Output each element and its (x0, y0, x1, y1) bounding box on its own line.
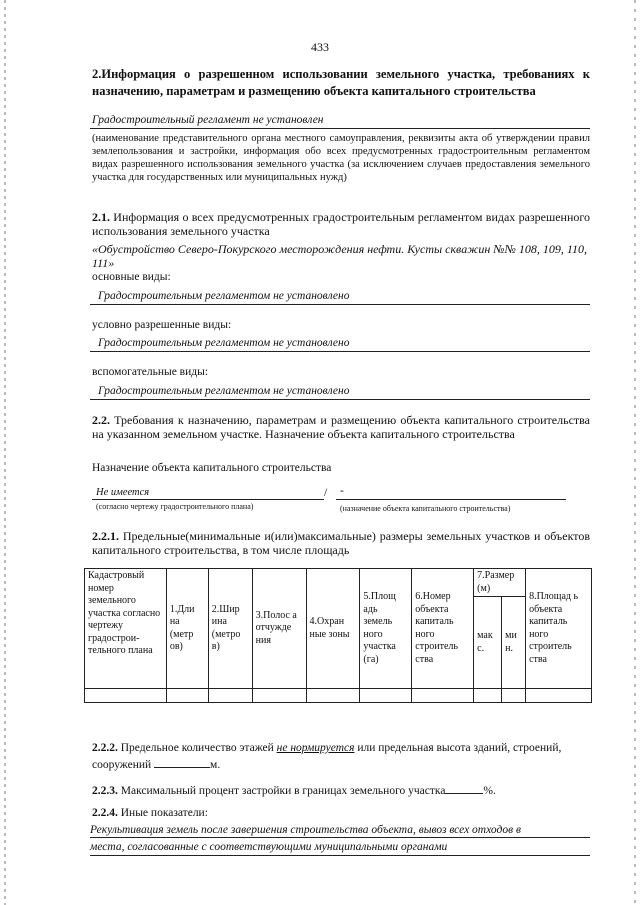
dimensions-table (84, 568, 592, 703)
table-cell (85, 689, 167, 703)
main-types-label: основные виды: (92, 271, 171, 283)
main-types-value: Градостроительным регламентом не установлено (98, 290, 350, 302)
height-unit: м. (210, 759, 221, 771)
purpose-right-caption: (назначение объекта капитального строительства) (340, 504, 511, 513)
col-alienation-strip: 3.Полос а отчужде ния (252, 569, 306, 689)
height-label: или предельная высота зданий, строений, сооружений (92, 742, 562, 771)
page-number: 433 (311, 40, 329, 54)
purpose-drawing-value: Не имеется (96, 487, 150, 498)
purpose-slash: / (324, 487, 328, 499)
other-indicators-underline-1 (90, 837, 590, 838)
conditional-types-underline (90, 351, 590, 352)
section-2-1-number: 2.1. (92, 210, 110, 224)
other-indicators-label: Иные показатели: (120, 807, 208, 819)
col-length: 1.Дли на (метр ов) (166, 569, 208, 689)
coverage-unit: %. (483, 785, 496, 797)
regulation-underline (90, 128, 590, 129)
col-size-min: ми н. (502, 597, 526, 689)
section-2-2-1 (92, 529, 590, 557)
table-row (85, 689, 592, 703)
table-cell (252, 689, 306, 703)
scan-edge-left (4, 0, 6, 905)
col-object-area: 8.Площад ь объекта капиталь ного строитель ства (526, 569, 592, 689)
main-types-underline (90, 304, 590, 305)
purpose-right-underline (336, 499, 566, 500)
table-cell (306, 689, 360, 703)
coverage-label: Максимальный процент застройки в границах земельного участка (120, 785, 446, 797)
table-cell (166, 689, 208, 703)
auxiliary-types-label: вспомогательные виды: (92, 366, 209, 378)
col-width: 2.Шир ина (метро в) (208, 569, 252, 689)
table-cell (360, 689, 412, 703)
section-2-1 (92, 210, 590, 238)
section-2-2-3 (92, 782, 496, 799)
floors-value: не нормируется (276, 742, 355, 754)
conditional-types-label: условно разрешенные виды: (92, 319, 232, 331)
purpose-left-underline (92, 499, 324, 500)
section-2-1-text: Информация о всех предусмотренных градостроительным регламентом видах разрешенного использования земельного участка (92, 210, 590, 238)
table-cell (412, 689, 474, 703)
coverage-blank (445, 782, 483, 794)
regulation-caption: (наименование представительного органа местного самоуправления, реквизиты акта об утверждении правил землепользования и застройки, информация обо всех предусмотренных градостроительным регламентом видах разрешенного использования земельного участка (за исключением случаев предоставления земельного участка для государственных или муниципальных нужд) (92, 133, 590, 183)
section-2-2-1-number: 2.2.1. (92, 529, 119, 543)
other-indicators-line-2: места, согласованные с соответствующими муниципальными органами (90, 841, 448, 853)
table-cell (208, 689, 252, 703)
section-2-2 (92, 413, 590, 441)
section-2-2-2 (92, 741, 590, 773)
height-blank (154, 756, 210, 768)
floors-label: Предельное количество этажей (120, 742, 274, 754)
section-2-2-2-number: 2.2.2. (92, 742, 118, 754)
table-cell (474, 689, 502, 703)
table-cell (526, 689, 592, 703)
section-2-2-number: 2.2. (92, 413, 110, 427)
other-indicators-underline-2 (90, 855, 590, 856)
col-object-number: 6.Номер объекта капиталь ного строитель ства (412, 569, 474, 689)
col-plot-area: 5.Площ адь земель ного участка (га) (360, 569, 412, 689)
section-2-2-1-text: Предельные(минимальные и(или)максимальные) размеры земельных участков и объектов капитального строительства, в том числе площадь (92, 529, 590, 557)
section-2-2-3-number: 2.2.3. (92, 785, 118, 797)
purpose-left-caption: (согласно чертежу градостроительного плана) (96, 502, 254, 511)
regulation-value: Градостроительный регламент не установлен (92, 114, 324, 126)
scan-edge-right (634, 0, 636, 905)
col-protected-zones: 4.Охран ные зоны (306, 569, 360, 689)
col-size-max: мак с. (474, 597, 502, 689)
section-2-2-text: Требования к назначению, параметрам и размещению объекта капитального строительства на указанном земельном участке. Назначение объекта капитального строительства (92, 413, 590, 441)
section-heading: 2.Информация о разрешенном использовании земельного участка, требованиях к назначению, параметрам и размещению объекта капитального строительства (92, 67, 590, 98)
col-size: 7.Размер (м) (474, 569, 526, 597)
purpose-object-value: - (340, 485, 344, 497)
section-2-2-4-number: 2.2.4. (92, 807, 118, 819)
other-indicators-line-1: Рекультивация земель после завершения строительства объекта, вывоз всех отходов в (90, 824, 521, 836)
col-cadastral-number: Кадастровый номер земельного участка согласно чертежу градостроительного плана (85, 569, 167, 689)
purpose-label: Назначение объекта капитального строительства (92, 462, 332, 474)
auxiliary-types-value: Градостроительным регламентом не установлено (98, 385, 350, 397)
conditional-types-value: Градостроительным регламентом не установлено (98, 337, 350, 349)
table-cell (502, 689, 526, 703)
object-name: «Обустройство Северо-Покурского месторождения нефти. Кусты скважин №№ 108, 109, 110, 111» (92, 242, 588, 270)
auxiliary-types-underline (90, 399, 590, 400)
section-2-2-4 (92, 806, 208, 821)
